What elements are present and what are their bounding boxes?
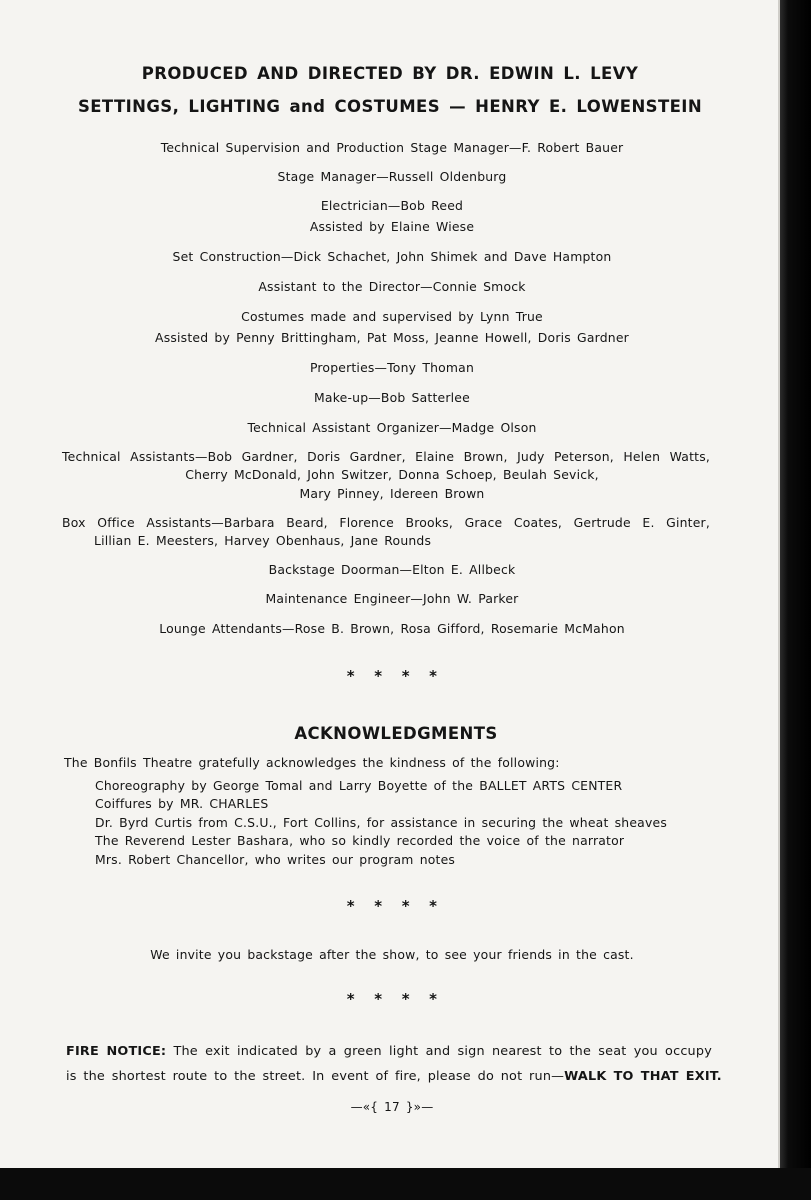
- credit-line: Maintenance Engineer—John W. Parker: [265, 591, 519, 606]
- fire-notice-line-1: [66, 1044, 712, 1059]
- credit-line: Technical Assistants—Bob Gardner, Doris Gardner, Elaine Brown, Judy Peterson, Helen Watts,: [62, 449, 710, 464]
- credit-line: Set Construction—Dick Schachet, John Shimek and Dave Hampton: [172, 249, 612, 264]
- credit-line: Backstage Doorman—Elton E. Allbeck: [268, 562, 516, 577]
- acknowledgments-title: ACKNOWLEDGMENTS: [294, 724, 498, 743]
- credit-line: Electrician—Bob Reed: [320, 198, 464, 213]
- produced-directed-heading: PRODUCED AND DIRECTED BY DR. EDWIN L. LEVY: [141, 64, 639, 83]
- fire-notice-label: FIRE NOTICE:: [66, 1044, 167, 1059]
- fire-notice-text: The exit indicated by a green light and sign nearest to the seat you occupy: [173, 1044, 712, 1059]
- credit-line: Mary Pinney, Idereen Brown: [299, 486, 485, 501]
- fire-notice-emphasis: WALK TO THAT EXIT.: [564, 1069, 722, 1084]
- settings-lighting-costumes-heading: SETTINGS, LIGHTING and COSTUMES — HENRY E. LOWENSTEIN: [77, 97, 703, 116]
- fire-notice-text: is the shortest route to the street. In event of fire, please do not run—: [66, 1069, 565, 1084]
- credit-line: Make-up—Bob Satterlee: [314, 390, 470, 405]
- credit-line: Box Office Assistants—Barbara Beard, Florence Brooks, Grace Coates, Gertrude E. Ginter,: [62, 515, 710, 530]
- credit-line: Assisted by Penny Brittingham, Pat Moss, Jeanne Howell, Doris Gardner: [155, 330, 629, 345]
- backstage-invitation: We invite you backstage after the show, to see your friends in the cast.: [150, 947, 634, 962]
- scan-dark-margin-right: [780, 0, 811, 1200]
- page-number: —«{ 17 }»—: [350, 1100, 434, 1114]
- acknowledgments-intro: The Bonfils Theatre gratefully acknowledges the kindness of the following:: [64, 755, 560, 770]
- acknowledgment-item: Mrs. Robert Chancellor, who writes our program notes: [95, 852, 456, 867]
- credit-line: Assisted by Elaine Wiese: [309, 219, 475, 234]
- acknowledgment-item: Dr. Byrd Curtis from C.S.U., Fort Collins, for assistance in securing the wheat sheaves: [95, 815, 667, 830]
- acknowledgment-item: The Reverend Lester Bashara, who so kindly recorded the voice of the narrator: [95, 833, 625, 848]
- separator-stars: * * * *: [346, 990, 438, 1008]
- credit-line: Properties—Tony Thoman: [309, 360, 475, 375]
- credit-line: Assistant to the Director—Connie Smock: [258, 279, 526, 294]
- acknowledgment-item: Coiffures by MR. CHARLES: [95, 796, 269, 811]
- credit-line: Technical Assistant Organizer—Madge Olson: [247, 420, 537, 435]
- acknowledgment-item: Choreography by George Tomal and Larry Boyette of the BALLET ARTS CENTER: [95, 778, 623, 793]
- separator-stars: * * * *: [346, 897, 438, 915]
- credit-line: Lillian E. Meesters, Harvey Obenhaus, Jane Rounds: [94, 533, 432, 548]
- credit-line: Technical Supervision and Production Stage Manager—F. Robert Bauer: [160, 140, 624, 155]
- fire-notice-line-2: [66, 1069, 722, 1084]
- credit-line: Lounge Attendants—Rose B. Brown, Rosa Gifford, Rosemarie McMahon: [159, 621, 625, 636]
- credit-line: Stage Manager—Russell Oldenburg: [277, 169, 507, 184]
- separator-stars: * * * *: [346, 667, 438, 685]
- credit-line: Costumes made and supervised by Lynn True: [241, 309, 543, 324]
- scan-dark-margin-bottom: [0, 1168, 811, 1200]
- credit-line: Cherry McDonald, John Switzer, Donna Schoep, Beulah Sevick,: [185, 467, 599, 482]
